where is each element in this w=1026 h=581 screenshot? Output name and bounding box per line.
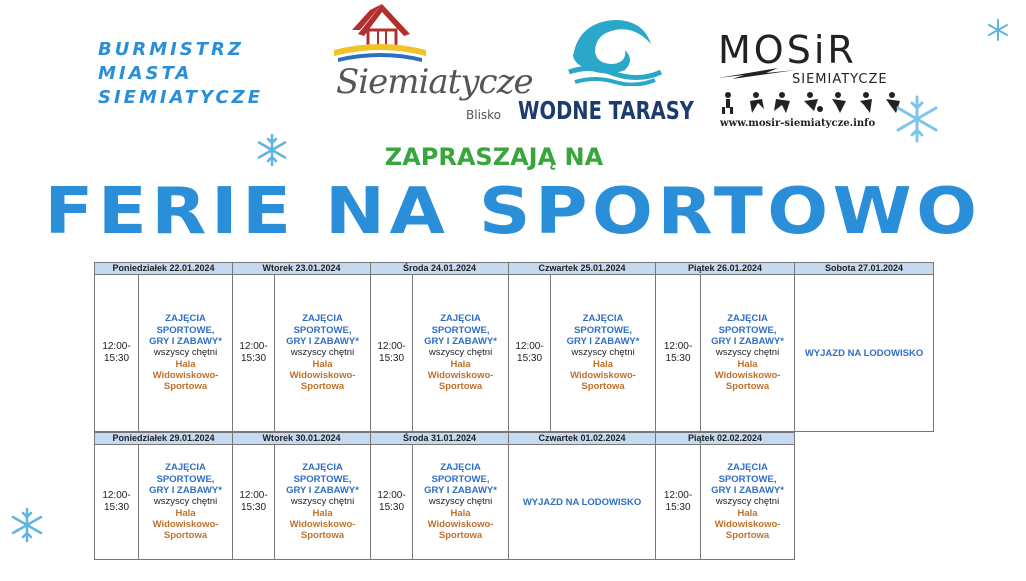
schedule-week-2	[94, 432, 795, 560]
day-header: Poniedziałek 29.01.2024	[95, 433, 233, 445]
snowflake-icon	[8, 506, 46, 544]
activity-cell: ZAJĘCIA SPORTOWE, GRY I ZABAWY* wszyscy chętni Hala Widowiskowo- Sportowa	[275, 445, 371, 560]
time-cell: 12:00- 15:30	[233, 445, 275, 560]
mosir-logo-subtitle: SIEMIATYCZE	[792, 72, 888, 87]
activity-cell: ZAJĘCIA SPORTOWE, GRY I ZABAWY* wszyscy chętni Hala Widowiskowo- Sportowa	[413, 445, 509, 560]
activity-cell: ZAJĘCIA SPORTOWE, GRY I ZABAWY* wszyscy chętni Hala Widowiskowo- Sportowa	[551, 275, 656, 432]
day-header: Środa 24.01.2024	[371, 263, 509, 275]
lightning-icon	[718, 66, 798, 80]
siemiatycze-logo-text: Siemiatycze	[336, 62, 533, 102]
activity-cell: ZAJĘCIA SPORTOWE, GRY I ZABAWY* wszyscy chętni Hala Widowiskowo- Sportowa	[701, 445, 795, 560]
burmistrz-line: BURMISTRZ	[98, 39, 244, 60]
athletes-icon	[720, 91, 910, 115]
activity-cell: ZAJĘCIA SPORTOWE, GRY I ZABAWY* wszyscy chętni Hala Widowiskowo- Sportowa	[413, 275, 509, 432]
mosir-logo-title: MOSiR	[718, 28, 857, 72]
invite-text: ZAPRASZAJĄ NA	[384, 143, 604, 171]
time-cell: 12:00- 15:30	[371, 275, 413, 432]
day-header: Wtorek 23.01.2024	[233, 263, 371, 275]
trip-cell: WYJAZD NA LODOWISKO	[795, 275, 934, 432]
time-cell: 12:00- 15:30	[371, 445, 413, 560]
activity-cell: ZAJĘCIA SPORTOWE, GRY I ZABAWY* wszyscy chętni Hala Widowiskowo- Sportowa	[139, 445, 233, 560]
time-cell: 12:00- 15:30	[509, 275, 551, 432]
day-header: Czwartek 25.01.2024	[509, 263, 656, 275]
trip-cell: WYJAZD NA LODOWISKO	[509, 445, 656, 560]
activity-cell: ZAJĘCIA SPORTOWE, GRY I ZABAWY* wszyscy chętni Hala Widowiskowo- Sportowa	[701, 275, 795, 432]
burmistrz-line: MIASTA	[98, 63, 193, 84]
time-cell: 12:00- 15:30	[233, 275, 275, 432]
time-cell: 12:00- 15:30	[656, 445, 701, 560]
day-header: Piątek 02.02.2024	[656, 433, 795, 445]
siemiatycze-tagline: Blisko	[466, 108, 502, 122]
time-cell: 12:00- 15:30	[95, 445, 139, 560]
mosir-url: www.mosir-siemiatycze.info	[720, 118, 876, 129]
day-header: Poniedziałek 22.01.2024	[95, 263, 233, 275]
snowflake-icon	[891, 93, 943, 145]
burmistrz-logo	[98, 38, 318, 110]
activity-cell: ZAJĘCIA SPORTOWE, GRY I ZABAWY* wszyscy chętni Hala Widowiskowo- Sportowa	[275, 275, 371, 432]
day-header: Piątek 26.01.2024	[656, 263, 795, 275]
day-header: Czwartek 01.02.2024	[509, 433, 656, 445]
burmistrz-line: SIEMIATYCZE	[98, 87, 264, 108]
day-header: Środa 31.01.2024	[371, 433, 509, 445]
page-title: FERIE NA SPORTOWO	[44, 175, 982, 249]
time-cell: 12:00- 15:30	[656, 275, 701, 432]
schedule-week-1	[94, 262, 934, 432]
day-header: Wtorek 30.01.2024	[233, 433, 371, 445]
day-header: Sobota 27.01.2024	[795, 263, 934, 275]
time-cell: 12:00- 15:30	[95, 275, 139, 432]
wave-icon	[565, 16, 665, 86]
activity-cell: ZAJĘCIA SPORTOWE, GRY I ZABAWY* wszyscy chętni Hala Widowiskowo- Sportowa	[139, 275, 233, 432]
snowflake-icon	[986, 18, 1010, 42]
wodne-tarasy-logo-text: WODNE TARASY	[518, 96, 694, 125]
